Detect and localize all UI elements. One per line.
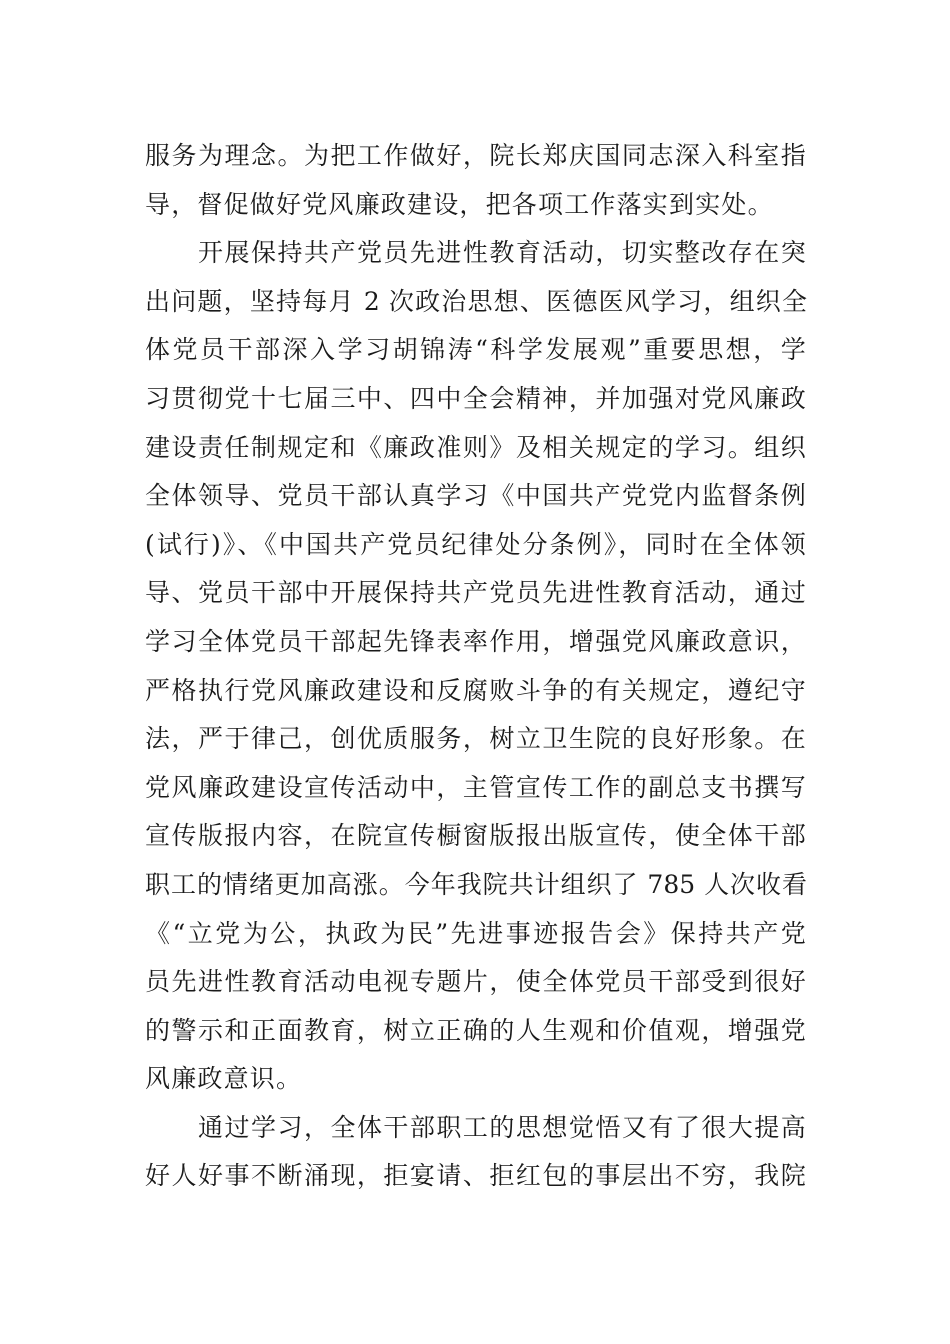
text-line: 学习全体党员干部起先锋表率作用，增强党风廉政意识， xyxy=(145,626,807,656)
text-line: 出问题，坚持每月 2 次政治思想、医德医风学习，组织全 xyxy=(145,286,807,316)
text-line: 通过学习，全体干部职工的思想觉悟又有了很大提高 xyxy=(198,1112,807,1142)
text-line: 的警示和正面教育，树立正确的人生观和价值观，增强党 xyxy=(145,1015,807,1045)
text-line: 开展保持共产党员先进性教育活动，切实整改存在突 xyxy=(198,238,807,268)
text-line: 员先进性教育活动电视专题片，使全体党员干部受到很好 xyxy=(145,967,807,997)
paragraph xyxy=(145,1104,807,1201)
text-line: 导、党员干部中开展保持共产党员先进性教育活动，通过 xyxy=(145,578,807,608)
text-line: 导，督促做好党风廉政建设，把各项工作落实到实处。 xyxy=(145,189,774,219)
text-line: 法，严于律己，创优质服务，树立卫生院的良好形象。在 xyxy=(145,724,807,754)
paragraph xyxy=(145,132,807,229)
text-line: 好人好事不断涌现，拒宴请、拒红包的事层出不穷，我院 xyxy=(145,1161,807,1191)
text-line: 服务为理念。为把工作做好，院长郑庆国同志深入科室指 xyxy=(145,141,807,170)
document-body xyxy=(145,132,807,1201)
text-line: 风廉政意识。 xyxy=(145,1064,303,1094)
text-line: 体党员干部深入学习胡锦涛“科学发展观”重要思想，学 xyxy=(145,335,807,365)
text-line: 宣传版报内容，在院宣传橱窗版报出版宣传，使全体干部 xyxy=(145,821,807,851)
text-line: 严格执行党风廉政建设和反腐败斗争的有关规定，遵纪守 xyxy=(145,675,807,705)
text-line: 习贯彻党十七届三中、四中全会精神，并加强对党风廉政 xyxy=(145,383,807,413)
text-line: 党风廉政建设宣传活动中，主管宣传工作的副总支书撰写 xyxy=(145,772,807,802)
text-line: (试行)》、《中国共产党员纪律处分条例》，同时在全体领 xyxy=(145,529,807,559)
paragraph xyxy=(145,229,807,1104)
text-line: 职工的情绪更加高涨。今年我院共计组织了 785 人次收看 xyxy=(145,869,807,899)
text-line: 《“立党为公，执政为民”先进事迹报告会》保持共产党 xyxy=(145,918,807,948)
text-line: 全体领导、党员干部认真学习《中国共产党党内监督条例 xyxy=(145,481,807,511)
text-line: 建设责任制规定和《廉政准则》及相关规定的学习。组织 xyxy=(145,432,807,462)
